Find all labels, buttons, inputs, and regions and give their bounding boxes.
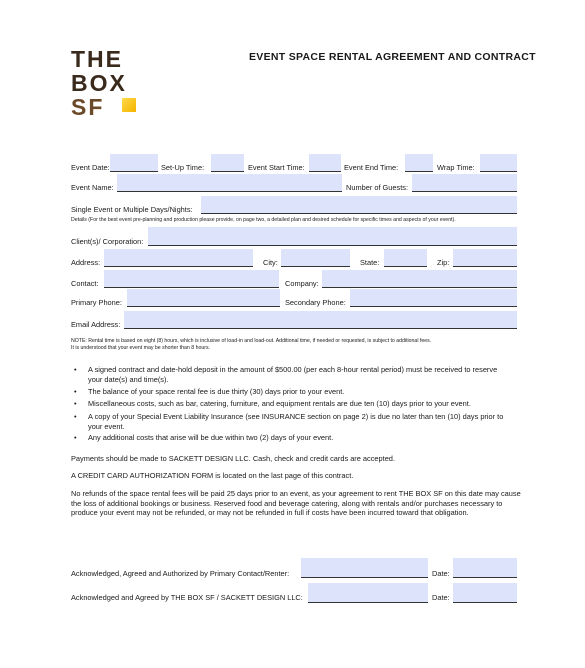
rental-time-note-line2: It is understood that your event may be shorter than 8 hours. [71,345,210,351]
bullet-icon: • [74,412,77,421]
bullet-icon: • [74,387,77,396]
event-start-time-label: Event Start Time: [248,163,305,172]
list-item [74,412,514,432]
address-field[interactable] [104,249,253,267]
bullet-text: A copy of your Special Event Liability Insurance (see INSURANCE section on page 2) is due no later than ten (10) days prior to your event. [88,412,504,431]
contact-field[interactable] [104,270,279,288]
list-item [74,399,514,409]
email-address-field[interactable] [124,311,517,329]
event-start-time-field[interactable] [309,154,341,172]
bullet-icon: • [74,399,77,408]
bullet-icon: • [74,365,77,374]
zip-label: Zip: [437,258,450,267]
bullet-icon: • [74,433,77,442]
single-multiple-label: Single Event or Multiple Days/Nights: [71,205,193,214]
list-item [74,387,514,397]
event-date-label: Event Date: [71,163,110,172]
setup-time-label: Set-Up Time: [161,163,205,172]
list-item [74,433,514,443]
bullet-text: Miscellaneous costs, such as bar, catering, furniture, and equipment rentals are due ten (10) days prior to your event. [88,399,471,408]
renter-date-label: Date: [432,569,450,578]
client-corporation-field[interactable] [148,227,517,246]
zip-field[interactable] [453,249,517,267]
state-label: State: [360,258,380,267]
bullet-text: Any additional costs that arise will be due within two (2) days of your event. [88,433,334,442]
event-name-field[interactable] [117,174,342,192]
logo-line-the: THE [71,46,123,72]
company-label: Company: [285,279,319,288]
renter-signature-label: Acknowledged, Agreed and Authorized by Primary Contact/Renter: [71,569,290,578]
bullet-text: The balance of your space rental fee is due thirty (30) days prior to your event. [88,387,345,396]
wrap-time-label: Wrap Time: [437,163,475,172]
credit-card-form-paragraph: A CREDIT CARD AUTHORIZATION FORM is located on the last page of this contract. [71,471,354,480]
address-label: Address: [71,258,101,267]
bullet-text: A signed contract and date-hold deposit in the amount of $500.00 (per each 8-hour rental period) must be received to reserve your date(s) and time(s). [88,365,498,384]
contact-label: Contact: [71,279,99,288]
state-field[interactable] [384,249,427,267]
event-end-time-field[interactable] [405,154,433,172]
number-of-guests-field[interactable] [412,174,517,192]
single-multiple-field[interactable] [201,196,517,214]
logo-yellow-square-icon [122,98,136,112]
the-box-sf-logo [71,47,141,119]
secondary-phone-label: Secondary Phone: [285,298,346,307]
wrap-time-field[interactable] [480,154,517,172]
refunds-paragraph: No refunds of the space rental fees will be paid 25 days prior to an event, as your agreement to rent THE BOX SF on this date may cause the loss of additional bookings or business. Reserved food and beverage catering, along with rentals and/or purchases necessary to produce your event may not be refunded, or may not be refunded in full if costs have been incurred toward that obligation. [71,489,521,517]
rental-time-note-line1: NOTE: Rental time is based on eight (8) hours, which is inclusive of load-in and load-out. Additional time, if needed or requested, is subject to additional fees. [71,338,432,344]
renter-signature-field[interactable] [301,558,428,578]
primary-phone-label: Primary Phone: [71,298,122,307]
payments-paragraph: Payments should be made to SACKETT DESIGN LLC. Cash, check and credit cards are accepted. [71,454,395,463]
event-name-label: Event Name: [71,183,114,192]
box-date-label: Date: [432,593,450,602]
logo-line-box: BOX [71,70,127,96]
city-field[interactable] [281,249,350,267]
renter-date-field[interactable] [453,558,517,578]
client-corporation-label: Client(s)/ Corporation: [71,237,144,246]
company-field[interactable] [322,270,517,288]
document-title: EVENT SPACE RENTAL AGREEMENT AND CONTRACT [249,51,536,63]
primary-phone-field[interactable] [127,289,280,307]
list-item [74,365,514,385]
box-signature-field[interactable] [308,583,428,603]
secondary-phone-field[interactable] [350,289,517,307]
logo-line-sf: SF [71,94,105,120]
city-label: City: [263,258,278,267]
setup-time-field[interactable] [211,154,244,172]
number-of-guests-label: Number of Guests: [346,183,409,192]
box-date-field[interactable] [453,583,517,603]
email-address-label: Email Address: [71,320,121,329]
box-signature-label: Acknowledged and Agreed by THE BOX SF / SACKETT DESIGN LLC: [71,593,303,602]
details-note: Details (For the best event pre-planning and production please provide, on page two, a detailed plan and desired schedule for specific times and aspects of your event). [71,217,456,223]
event-date-field[interactable] [110,154,158,172]
event-end-time-label: Event End Time: [344,163,399,172]
